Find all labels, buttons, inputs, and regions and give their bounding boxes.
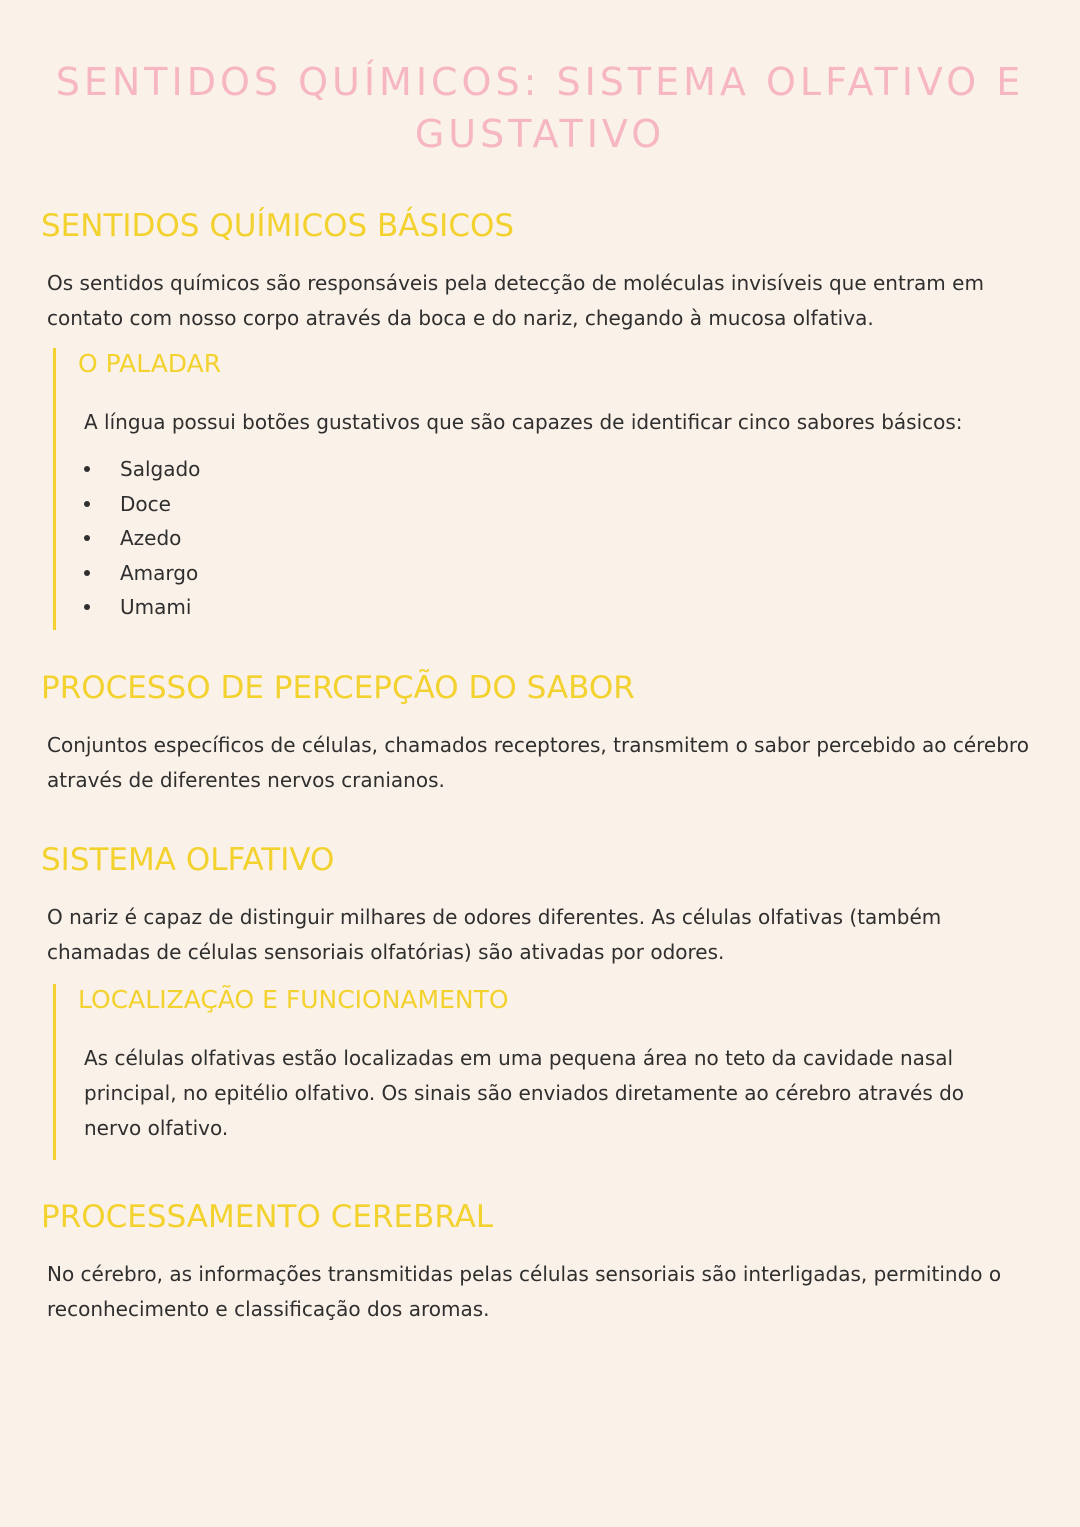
list-item: [80, 556, 200, 591]
bullet-icon: [84, 466, 90, 472]
list-item: [80, 590, 200, 625]
section-text-basic-senses: Os sentidos químicos são responsáveis pela detecção de moléculas invisíveis que entram em contato com nosso corpo através da boca e do nariz, chegando à mucosa olfativa.: [47, 271, 984, 330]
section-text-brain-processing: No cérebro, as informações transmitidas pelas células sensoriais são interligadas, permitindo o reconhecimento e classificação dos aromas.: [47, 1262, 1002, 1321]
section-heading-olfactory-system: SISTEMA OLFATIVO: [41, 842, 335, 878]
callout-heading-taste: O PALADAR: [78, 349, 222, 378]
bullet-icon: [84, 570, 90, 576]
callout-heading-location: LOCALIZAÇÃO E FUNCIONAMENTO: [78, 985, 509, 1014]
callout-taste: [53, 348, 963, 630]
list-item-label: Umami: [120, 595, 192, 619]
section-heading-taste-perception: PROCESSO DE PERCEPÇÃO DO SABOR: [41, 670, 635, 706]
list-item-label: Amargo: [120, 560, 199, 585]
list-item: [80, 521, 200, 556]
list-item-label: Doce: [120, 491, 171, 516]
list-item: [80, 487, 200, 522]
section-heading-brain-processing: PROCESSAMENTO CEREBRAL: [41, 1199, 494, 1235]
callout-location: [53, 984, 965, 1160]
bullet-icon: [84, 604, 90, 610]
section-text-taste-perception: Conjuntos específicos de células, chamados receptores, transmitem o sabor percebido ao cérebro através de diferentes nervos cranianos.: [47, 733, 1029, 792]
taste-list: [80, 452, 200, 625]
page-title: SENTIDOS QUÍMICOS: SISTEMA OLFATIVO E GUSTATIVO: [55, 60, 1025, 156]
callout-text-location: As células olfativas estão localizadas em uma pequena área no teto da cavidade nasal principal, no epitélio olfativo. Os sinais são enviados diretamente ao cérebro através do nervo olfativo.: [84, 1046, 965, 1140]
section-heading-basic-senses: SENTIDOS QUÍMICOS BÁSICOS: [41, 208, 515, 244]
list-item-label: Azedo: [120, 526, 182, 550]
bullet-icon: [84, 535, 90, 541]
list-item: [80, 452, 200, 487]
bullet-icon: [84, 501, 90, 507]
callout-text-taste: A língua possui botões gustativos que são capazes de identificar cinco sabores básicos:: [84, 410, 963, 434]
section-text-olfactory-system: O nariz é capaz de distinguir milhares de odores diferentes. As células olfativas (também chamadas de células sensoriais olfatórias) são ativadas por odores.: [47, 905, 942, 964]
list-item-label: Salgado: [120, 457, 201, 481]
